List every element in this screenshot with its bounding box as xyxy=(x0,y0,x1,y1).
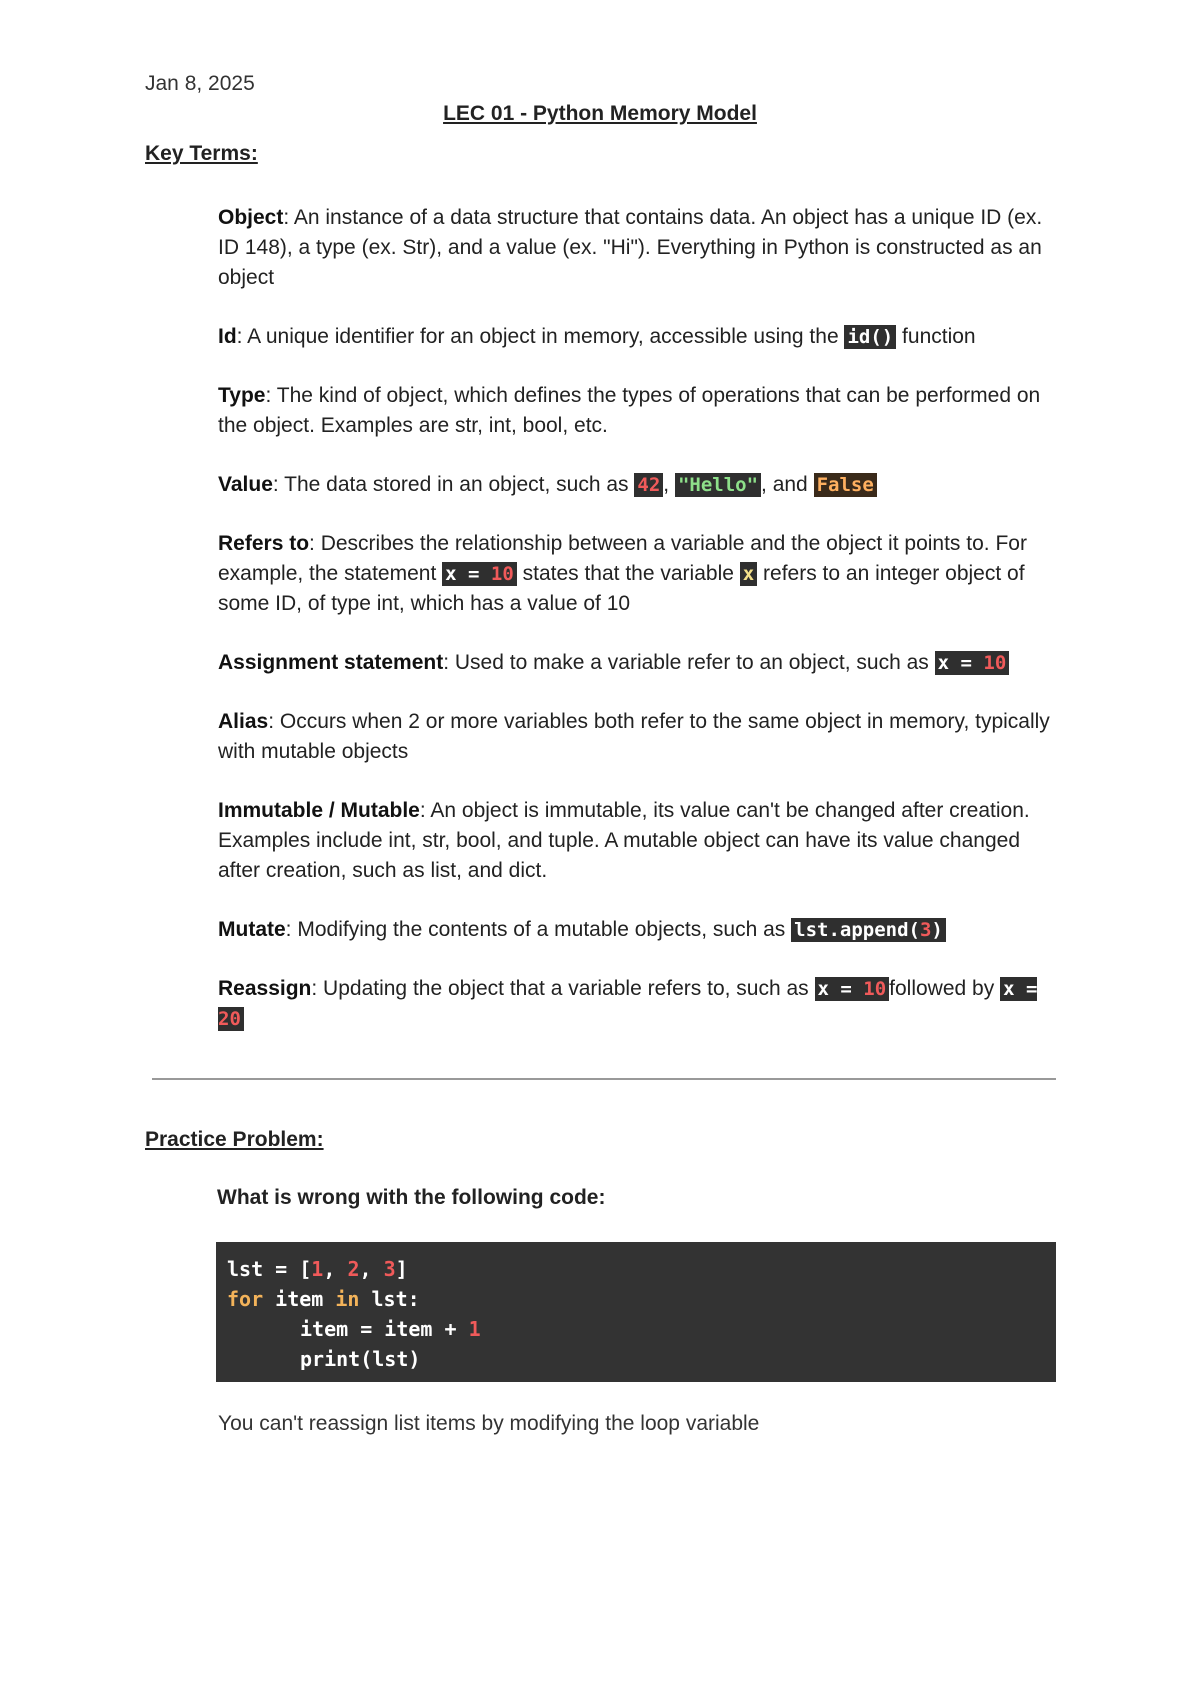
code-variable: x = xyxy=(817,978,864,1000)
term-name: Mutate xyxy=(218,918,286,941)
term-reassign xyxy=(218,974,1058,1034)
code-keyword: for xyxy=(227,1287,264,1311)
code-variable: x = xyxy=(937,652,984,674)
code-line-1 xyxy=(227,1254,1045,1284)
code-number: 1 xyxy=(311,1257,324,1281)
term-definition: : Used to make a variable refer to an object, such as xyxy=(443,651,935,674)
code-number: 10 xyxy=(490,563,514,585)
term-type xyxy=(218,381,1058,441)
code-number: 3 xyxy=(383,1257,396,1281)
code-text: , xyxy=(359,1257,384,1281)
code-keyword: in xyxy=(335,1287,360,1311)
code-number: 10 xyxy=(863,978,887,1000)
term-value xyxy=(218,470,1058,500)
practice-question: What is wrong with the following code: xyxy=(217,1186,606,1209)
term-definition-tail: refers to an integer object of some ID, of type int, which has a value of 10 xyxy=(218,562,1025,615)
term-definition-middle: states that the variable xyxy=(516,562,740,585)
separator: , xyxy=(663,473,675,496)
term-definition: : Describes the relationship between a variable and the object it points to. For example, the statement xyxy=(218,532,1027,585)
code-number: 2 xyxy=(347,1257,360,1281)
term-definition: : An object is immutable, its value can't be changed after creation. Examples include int, str, bool, and tuple. A mutable object can have its value changed after creation, such as list, and dict. xyxy=(218,799,1030,882)
code-block xyxy=(216,1242,1056,1382)
term-name: Immutable / Mutable xyxy=(218,799,420,822)
inline-code-variable: x xyxy=(740,562,757,586)
term-name: Object xyxy=(218,206,284,229)
code-text: item xyxy=(263,1287,336,1311)
code-text: item = item + xyxy=(300,1317,469,1341)
term-definition-tail: function xyxy=(896,325,976,348)
term-alias xyxy=(218,707,1058,767)
code-line-2 xyxy=(227,1284,1045,1314)
code-variable: x = xyxy=(1003,978,1038,1000)
term-definition: : Modifying the contents of a mutable objects, such as xyxy=(285,918,792,941)
code-text: lst = [ xyxy=(227,1257,312,1281)
code-line-3 xyxy=(227,1314,1045,1344)
practice-answer: You can't reassign list items by modifying the loop variable xyxy=(218,1412,760,1435)
code-text: lst: xyxy=(359,1287,420,1311)
separator: , and xyxy=(761,473,814,496)
practice-problem-heading: Practice Problem: xyxy=(145,1128,324,1151)
term-definition: : The kind of object, which defines the types of operations that can be performed on the object. Examples are str, int, bool, etc. xyxy=(218,384,1041,437)
code-number: 1 xyxy=(468,1317,481,1341)
term-name: Alias xyxy=(218,710,269,733)
horizontal-divider xyxy=(152,1078,1056,1080)
inline-code-boolean: False xyxy=(814,473,877,497)
term-mutate xyxy=(218,915,1058,945)
term-definition-middle: followed by xyxy=(889,977,1001,1000)
term-name: Type xyxy=(218,384,266,407)
term-definition: : A unique identifier for an object in memory, accessible using the xyxy=(236,325,845,348)
term-id xyxy=(218,322,1058,352)
term-definition: : Updating the object that a variable refers to, such as xyxy=(311,977,815,1000)
code-text: , xyxy=(323,1257,348,1281)
page-title: LEC 01 - Python Memory Model xyxy=(443,102,757,125)
inline-code xyxy=(791,918,946,942)
term-definition: : An instance of a data structure that contains data. An object has a unique ID (ex. ID 148), a type (ex. Str), and a value (ex. "Hi"). Everything in Python is constructed as an object xyxy=(218,206,1043,289)
key-terms-list xyxy=(218,203,1058,1063)
inline-code xyxy=(442,562,517,586)
key-terms-heading: Key Terms: xyxy=(145,142,258,165)
term-assignment xyxy=(218,648,1058,678)
inline-code-number: 42 xyxy=(634,473,663,497)
inline-code xyxy=(935,651,1010,675)
term-object xyxy=(218,203,1058,293)
code-line-4 xyxy=(227,1344,1045,1374)
term-name: Reassign xyxy=(218,977,312,1000)
term-name: Assignment statement xyxy=(218,651,444,674)
code-call: lst.append( xyxy=(794,919,920,941)
code-variable: x = xyxy=(445,563,491,585)
term-definition: : Occurs when 2 or more variables both refer to the same object in memory, typically with mutable objects xyxy=(218,710,1050,763)
inline-code-string: "Hello" xyxy=(675,473,761,497)
document-date: Jan 8, 2025 xyxy=(145,72,255,95)
term-refers-to xyxy=(218,529,1058,619)
code-text: print(lst) xyxy=(300,1347,421,1371)
code-text: ] xyxy=(395,1257,408,1281)
term-name: Id xyxy=(218,325,237,348)
term-name: Refers to xyxy=(218,532,310,555)
term-name: Value xyxy=(218,473,273,496)
term-mutable xyxy=(218,796,1058,886)
code-number: 10 xyxy=(983,652,1007,674)
term-definition: : The data stored in an object, such as xyxy=(272,473,635,496)
inline-code: id() xyxy=(844,325,896,349)
inline-code xyxy=(815,977,890,1001)
code-number: 20 xyxy=(218,1008,241,1030)
code-number: 3 xyxy=(919,919,932,941)
code-paren: ) xyxy=(931,919,943,941)
